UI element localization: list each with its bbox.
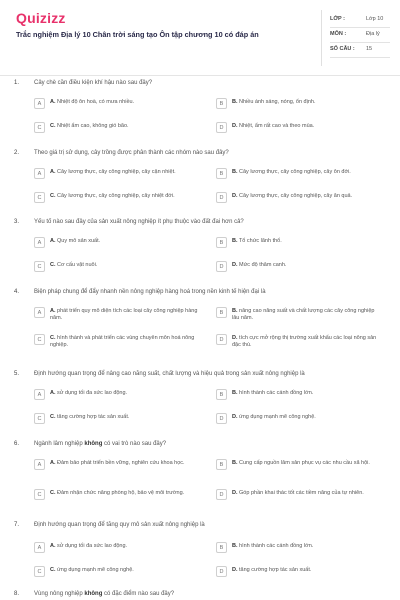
answer-option-a[interactable] [34,168,204,184]
option-letter-box: C [34,261,45,272]
option-letter-box: B [216,459,227,470]
answer-option-d[interactable] [216,489,386,505]
option-letter-box: B [216,307,227,318]
option-text: D. Mức độ thâm canh. [232,262,287,268]
option-letter-box: B [216,542,227,553]
answer-option-a[interactable] [34,542,204,558]
meta-value-grade: Lớp 10 [366,16,384,22]
option-text: D. tăng cường hợp tác sản xuất. [232,567,312,573]
page-title: Trắc nghiệm Địa lý 10 Chân trời sáng tạo Ôn tập chương 10 có đáp án [16,30,259,39]
option-text: A. Đảm bảo phát triển bền vững, nghiên cứu khoa học. [50,460,185,466]
meta-underline [330,42,390,43]
option-text: C. Cơ cấu vật nuôi. [50,262,98,268]
option-text: B. hình thành các cánh đồng lớn. [232,543,314,549]
question-number: 7. [14,522,20,528]
question-text: Định hướng quan trọng để tăng quy mô sản xuất nông nghiệp là [34,522,205,528]
answer-option-c[interactable] [34,489,204,505]
option-text: A. phát triển quy mô diện tích các loại cây công nghiệp hàng năm. [50,308,198,321]
meta-row-count [330,46,390,58]
option-letter-box: D [216,192,227,203]
answer-option-b[interactable] [216,459,386,475]
option-text: A. sử dụng tối đa sức lao động. [50,543,128,549]
option-text: B. hình thành các cánh đồng lớn. [232,390,314,396]
answer-option-a[interactable] [34,389,204,405]
answer-option-c[interactable] [34,122,204,138]
meta-underline [330,57,390,58]
question-number: 1. [14,80,20,86]
option-letter-box: D [216,566,227,577]
answer-option-c[interactable] [34,261,204,277]
option-text: C. ứng dụng mạnh mẽ công nghệ. [50,567,134,573]
option-text: B. nâng cao năng suất và chất lượng các cây công nghiệp lâu năm. [232,308,375,321]
option-letter-box: D [216,489,227,500]
option-letter-box: A [34,237,45,248]
question-number: 5. [14,371,20,377]
option-text: C. hình thành và phát triển các vùng chuyên môn hoá nông nghiệp. [50,335,195,348]
answer-option-c[interactable] [34,413,204,429]
option-text: B. Nhiều ánh sáng, nóng, ổn định. [232,99,316,105]
answer-option-a[interactable] [34,459,204,475]
option-text: D. ứng dụng mạnh mẽ công nghệ. [232,414,316,420]
option-text: C. tăng cường hợp tác sản xuất. [50,414,130,420]
answer-option-b[interactable] [216,98,386,114]
quiz-header [0,0,400,70]
question-number: 6. [14,441,20,447]
option-letter-box: C [34,192,45,203]
answer-option-d[interactable] [216,566,386,582]
question-text: Vùng nông nghiệp không có đặc điểm nào sau đây? [34,591,175,597]
answer-option-b[interactable] [216,237,386,253]
question-text: Yếu tố nào sau đây của sản xuất nông nghiệp ít phụ thuộc vào đất đai hơn cả? [34,219,244,225]
question-text: Định hướng quan trọng để nâng cao năng suất, chất lượng và hiệu quả trong sản xuất nông nghiệp là [34,371,305,377]
option-text: C. Đảm nhận chức năng phòng hộ, bảo vệ môi trường. [50,490,185,496]
answer-option-d[interactable] [216,192,386,208]
meta-value-count: 15 [366,46,373,52]
answer-option-a[interactable] [34,237,204,253]
answer-option-b[interactable] [216,389,386,405]
question-number: 4. [14,289,20,295]
meta-underline [330,27,390,28]
option-text: B. Cung cấp nguồn lâm sản phục vụ các nhu cầu xã hội. [232,460,370,466]
answer-option-c[interactable] [34,566,204,582]
answer-option-c[interactable] [34,334,204,350]
meta-row-subject [330,31,390,43]
option-letter-box: C [34,334,45,345]
option-text: C. Nhiệt ẩm cao, không gió bão. [50,123,129,129]
option-text: D. Cây lương thực, cây công nghiệp, cây ăn quả. [232,193,353,199]
option-letter-box: B [216,389,227,400]
option-letter-box: B [216,98,227,109]
meta-row-grade [330,16,390,28]
option-letter-box: C [34,413,45,424]
question-text: Cây chè cần điều kiện khí hậu nào sau đây? [34,80,153,86]
option-letter-box: A [34,459,45,470]
option-text: C. Cây lương thực, cây công nghiệp, cây nhiệt đới. [50,193,175,199]
option-text: B. Tổ chức lãnh thổ. [232,238,282,244]
question-text: Theo giá trị sử dụng, cây trồng được phân thành các nhóm nào sau đây? [34,150,229,156]
option-letter-box: C [34,122,45,133]
option-letter-box: A [34,168,45,179]
option-text: D. tích cực mở rộng thị trường xuất khẩu các loại nông sản đặc thù. [232,335,377,348]
meta-label-subject: MÔN : [330,31,347,37]
option-letter-box: A [34,98,45,109]
option-text: B. Cây lương thực, cây công nghiệp, cây ôn đới. [232,169,351,175]
question-number: 8. [14,591,20,597]
meta-divider [321,10,322,66]
meta-label-count: SỐ CÂU : [330,46,355,52]
question-text: Biện pháp chung để đẩy nhanh nền nông nghiệp hàng hoá trong nền kinh tế hiện đại là [34,289,266,295]
option-letter-box: D [216,122,227,133]
answer-option-b[interactable] [216,307,386,323]
option-text: D. Góp phần khai thác tốt các tiềm năng của tự nhiên. [232,490,364,496]
option-letter-box: C [34,566,45,577]
option-letter-box: A [34,542,45,553]
option-text: D. Nhiệt, ẩm rất cao và theo mùa. [232,123,315,129]
option-letter-box: C [34,489,45,500]
option-letter-box: D [216,261,227,272]
option-text: A. Quy mô sản xuất. [50,238,101,244]
option-letter-box: B [216,168,227,179]
option-text: A. sử dụng tối đa sức lao động. [50,390,128,396]
meta-label-grade: LỚP : [330,16,345,22]
question-number: 3. [14,219,20,225]
option-letter-box: D [216,334,227,345]
answer-option-d[interactable] [216,334,386,350]
answer-option-a[interactable] [34,98,204,114]
quizizz-logo[interactable]: Quizizz [16,10,66,26]
answer-option-d[interactable] [216,122,386,138]
answer-option-d[interactable] [216,261,386,277]
answer-option-d[interactable] [216,413,386,429]
answer-option-b[interactable] [216,168,386,184]
option-letter-box: B [216,237,227,248]
option-letter-box: D [216,413,227,424]
answer-option-a[interactable] [34,307,204,323]
option-text: A. Nhiệt độ ôn hoà, có mưa nhiều. [50,99,135,105]
meta-value-subject: Địa lý [366,31,380,37]
option-letter-box: A [34,307,45,318]
question-text: Ngành lâm nghiệp không có vai trò nào sau đây? [34,441,167,447]
question-number: 2. [14,150,20,156]
option-letter-box: A [34,389,45,400]
answer-option-c[interactable] [34,192,204,208]
header-divider [0,75,400,76]
answer-option-b[interactable] [216,542,386,558]
option-text: A. Cây lương thực, cây công nghiệp, cây cận nhiệt. [50,169,176,175]
